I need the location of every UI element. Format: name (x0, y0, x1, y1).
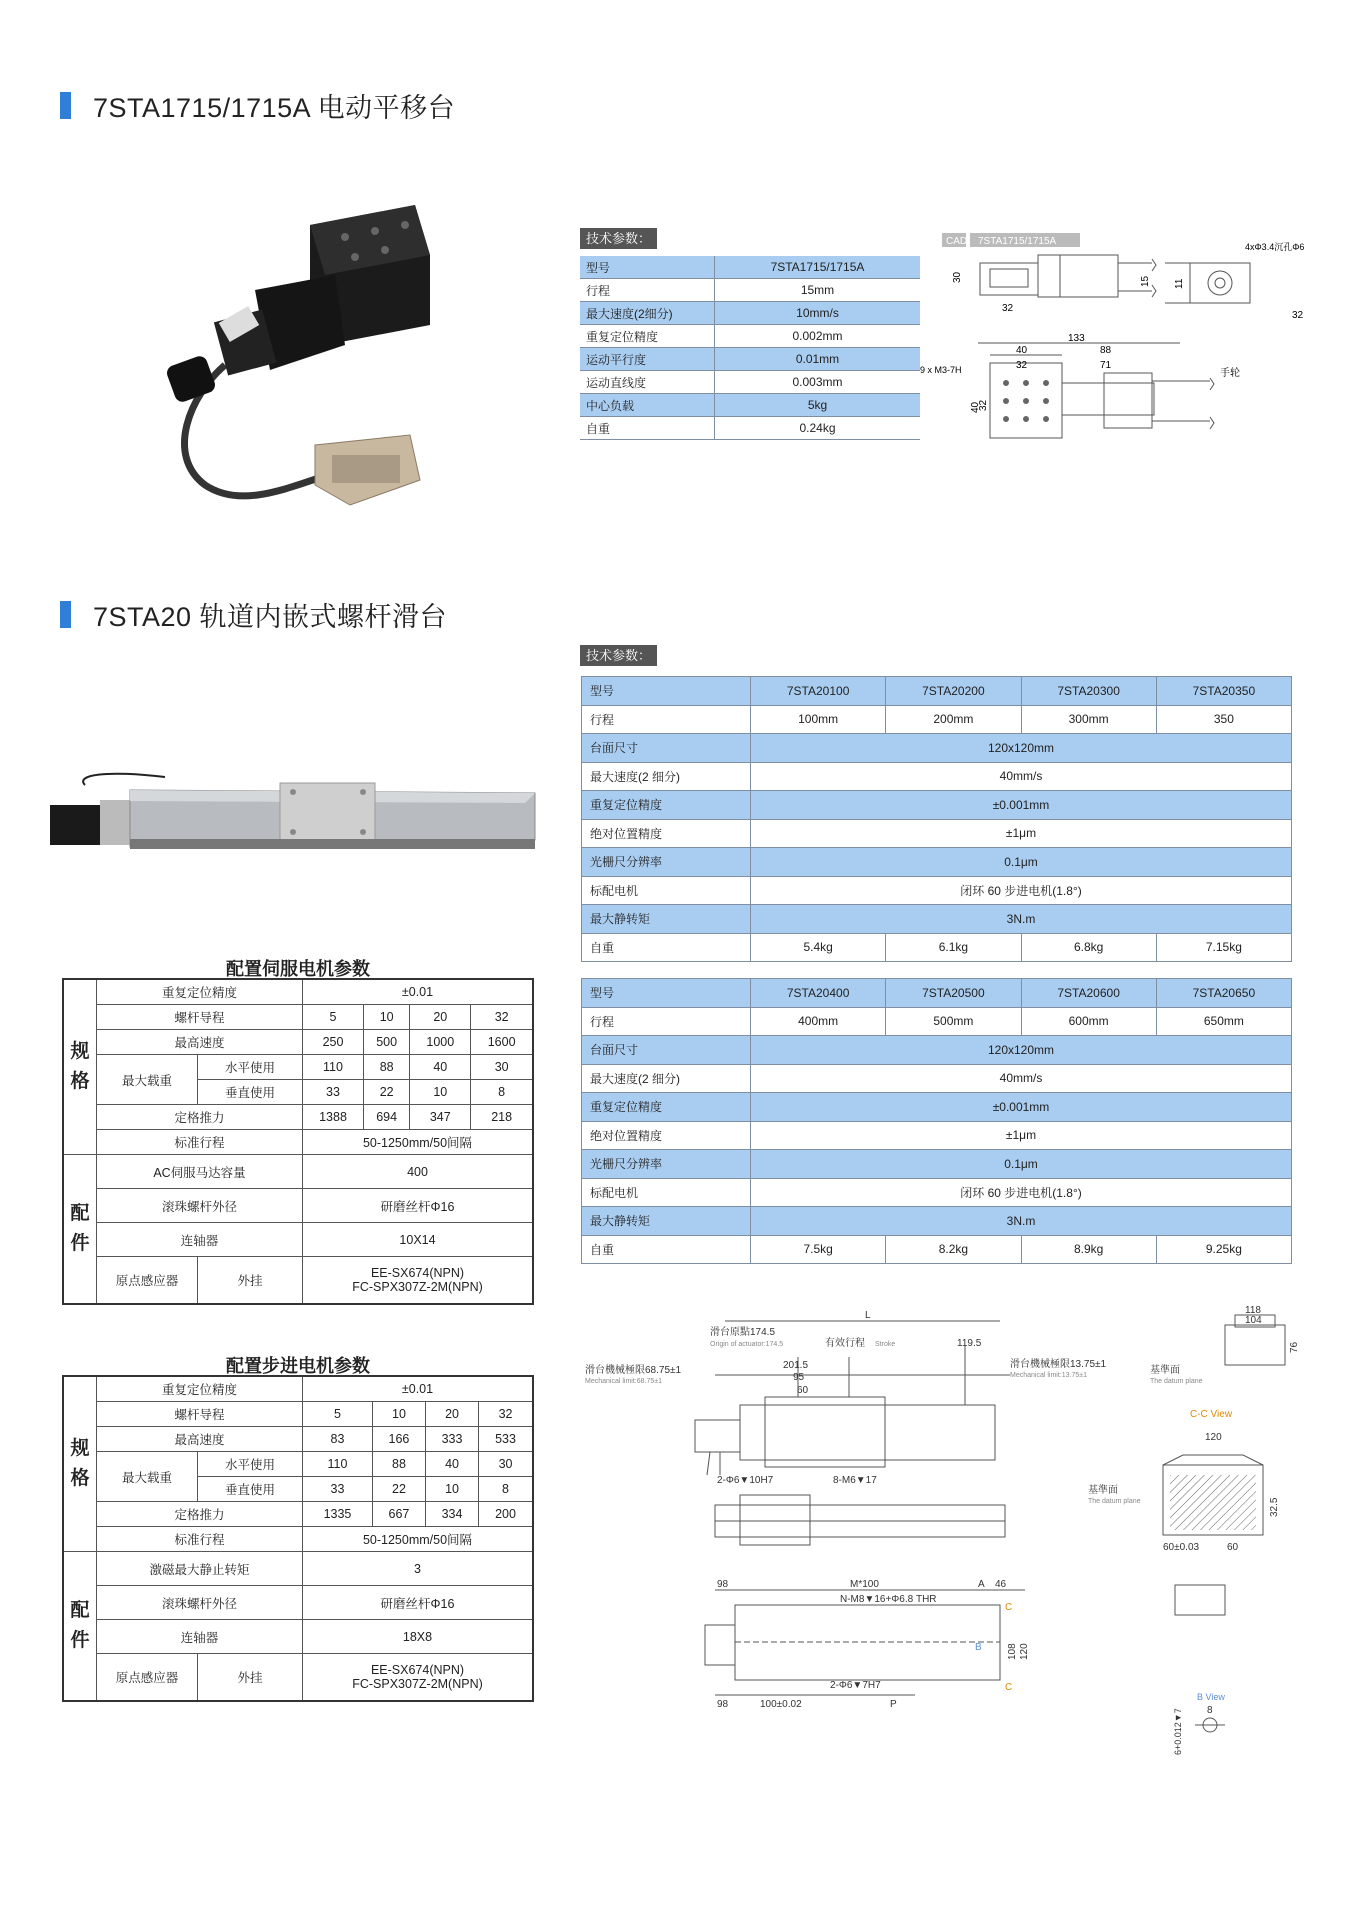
row-key: 定格推力 (97, 1502, 303, 1527)
spec-value: 5.4kg (751, 933, 886, 962)
table-row (580, 394, 920, 417)
dim-40: 40 (1016, 345, 1028, 356)
spec-value: 400mm (751, 1007, 886, 1036)
row-subkey: 水平使用 (198, 1055, 303, 1080)
section1-heading (60, 86, 455, 125)
row-value: 400 (303, 1155, 534, 1189)
cell: 334 (426, 1502, 479, 1527)
table-row (582, 1178, 1292, 1207)
cell: 10 (364, 1005, 410, 1030)
cc-section-hatch (1170, 1475, 1256, 1530)
table-row (63, 1654, 533, 1702)
spec-value: 8.9kg (1021, 1235, 1156, 1264)
table-row (582, 1121, 1292, 1150)
table-row (63, 1155, 533, 1189)
knob-label: 手轮 (1220, 368, 1240, 379)
group-spec (63, 1376, 97, 1552)
cell: 500 (364, 1030, 410, 1055)
spec-key: 绝对位置精度 (582, 819, 751, 848)
table-row (582, 1093, 1292, 1122)
dim-32-5: 32.5 (1269, 1497, 1280, 1517)
mech-limit-left: 滑台機械極限68.75±1 (585, 1365, 682, 1376)
row-key: 螺杆导程 (97, 1005, 303, 1030)
table-row (580, 279, 920, 302)
origin-label: 滑台原點174.5 (710, 1327, 776, 1338)
table-row (63, 1130, 533, 1155)
heading-marker (60, 92, 71, 119)
spec-key: 自重 (580, 417, 715, 440)
dim-15: 15 (1140, 275, 1151, 287)
b-view-label: B View (1197, 1692, 1225, 1702)
stroke-label-en: Stroke (875, 1341, 896, 1348)
row-key: 滚珠螺杆外径 (97, 1189, 303, 1223)
row-value: 50-1250mm/50间隔 (303, 1527, 534, 1552)
dim-119-5: 119.5 (957, 1338, 982, 1349)
cell: 33 (303, 1080, 364, 1105)
group-label: 配件 (70, 1203, 90, 1254)
row-key: 定格推力 (97, 1105, 303, 1130)
spec-key: 型号 (580, 256, 715, 279)
spec-value: 闭环 60 步进电机(1.8°) (751, 876, 1292, 905)
thread-note-m8: N-M8▼16+Φ6.8 THR (840, 1594, 937, 1605)
row-value: 研磨丝杆Φ16 (303, 1189, 534, 1223)
cell: 8 (479, 1477, 533, 1502)
dim-76: 76 (1289, 1341, 1300, 1353)
row-key: 最高速度 (97, 1427, 303, 1452)
cell: 8 (471, 1080, 533, 1105)
row-subkey: 垂直使用 (198, 1080, 303, 1105)
table-row (63, 1527, 533, 1552)
dim-30: 30 (952, 271, 963, 283)
section-c-top: C (1005, 1602, 1013, 1613)
spec-key: 型号 (582, 979, 751, 1008)
spec-value: 0.24kg (715, 417, 921, 440)
table-row (582, 933, 1292, 962)
origin-label-en: Origin of actuator:174.5 (710, 1341, 784, 1348)
spec-value: 8.2kg (886, 1235, 1021, 1264)
cell: 694 (364, 1105, 410, 1130)
spec-table-1715 (580, 256, 920, 440)
row-key: 最大载重 (97, 1055, 198, 1105)
spec-value: ±1μm (751, 819, 1292, 848)
spec-key: 绝对位置精度 (582, 1121, 751, 1150)
section-b: B (975, 1642, 982, 1653)
spec-key: 光栅尺分辨率 (582, 1150, 751, 1179)
model-cell: 7STA20300 (1021, 677, 1156, 706)
spec-value: 9.25kg (1156, 1235, 1291, 1264)
spec-value: ±1μm (751, 1121, 1292, 1150)
table-row (582, 1150, 1292, 1179)
cell: 88 (364, 1055, 410, 1080)
dim-m100: M*100 (850, 1579, 879, 1590)
spec-key: 重复定位精度 (580, 325, 715, 348)
spec-key: 行程 (582, 705, 751, 734)
table-row (582, 762, 1292, 791)
spec-key: 最大速度(2 细分) (582, 762, 751, 791)
table-row (582, 1007, 1292, 1036)
table-row (582, 1064, 1292, 1093)
cell: 30 (471, 1055, 533, 1080)
spec-table-7sta20-b (581, 978, 1292, 1264)
spec-value: 200mm (886, 705, 1021, 734)
spec-value: 闭环 60 步进电机(1.8°) (751, 1178, 1292, 1207)
cell: 30 (479, 1452, 533, 1477)
mech-limit-right: 滑台機械極限13.75±1 (1010, 1359, 1107, 1370)
table-row (580, 417, 920, 440)
spec-key: 自重 (582, 1235, 751, 1264)
spec-value: 7.5kg (751, 1235, 886, 1264)
spec-value: 350 (1156, 705, 1291, 734)
spec-value: 120x120mm (751, 734, 1292, 763)
cell: 1335 (303, 1502, 373, 1527)
spec-value: 0.002mm (715, 325, 921, 348)
cell: 218 (471, 1105, 533, 1130)
spec-value: 7.15kg (1156, 933, 1291, 962)
dim-46: 46 (995, 1579, 1007, 1590)
cell: 333 (426, 1427, 479, 1452)
group-label: 规格 (70, 1438, 90, 1489)
cell: 22 (372, 1477, 425, 1502)
datum-label-2: 基準面 (1088, 1485, 1118, 1496)
group-label: 规格 (70, 1041, 90, 1092)
spec-value: 5kg (715, 394, 921, 417)
spec-key: 行程 (582, 1007, 751, 1036)
cell: 10 (372, 1402, 425, 1427)
spec-key: 自重 (582, 933, 751, 962)
cell: 200 (479, 1502, 533, 1527)
section-c-bottom: C (1005, 1682, 1013, 1693)
section2-heading (60, 595, 447, 634)
row-key: 连轴器 (97, 1620, 303, 1654)
dim-118: 118 (1245, 1305, 1261, 1316)
table-row (63, 1257, 533, 1305)
table-row (580, 302, 920, 325)
table-row (582, 1235, 1292, 1264)
cad-tag: CAD (946, 236, 968, 247)
row-value: 18X8 (303, 1620, 534, 1654)
sensor-model-1: EE-SX674(NPN) (370, 1266, 465, 1280)
spec-value: 100mm (751, 705, 886, 734)
table-row (580, 371, 920, 394)
holes-note-1: 2-Φ6▼10H7 (717, 1475, 774, 1486)
model-cell: 7STA20100 (751, 677, 886, 706)
cad-drawing-1715 (920, 233, 1340, 453)
row-key: 激磁最大静止转矩 (97, 1552, 303, 1586)
dim-11: 11 (1174, 278, 1185, 289)
mech-limit-left-en: Mechanical limit:68.75±1 (585, 1378, 662, 1385)
spec-value: 300mm (1021, 705, 1156, 734)
mech-limit-right-en: Mechanical limit:13.75±1 (1010, 1372, 1087, 1379)
cell: 10 (426, 1477, 479, 1502)
cell: 88 (372, 1452, 425, 1477)
dim-60: 60 (797, 1385, 809, 1396)
cad-model: 7STA1715/1715A (978, 236, 1057, 247)
spec-value: 650mm (1156, 1007, 1291, 1036)
table-row (63, 1189, 533, 1223)
cell: 40 (410, 1055, 471, 1080)
row-key: 原点感应器 (97, 1257, 198, 1305)
cell: 347 (410, 1105, 471, 1130)
table-row (580, 348, 920, 371)
table-row (582, 979, 1292, 1008)
model-cell: 7STA20650 (1156, 979, 1291, 1008)
cell: 667 (372, 1502, 425, 1527)
dim-P: P (890, 1699, 897, 1710)
hole-note: 4xΦ3.4沉孔Φ6 (1245, 242, 1305, 252)
group-accessory (63, 1552, 97, 1702)
table-row (63, 1402, 533, 1427)
model-cell: 7STA20400 (751, 979, 886, 1008)
spec-key: 最大速度(2 细分) (582, 1064, 751, 1093)
spec-value: 0.003mm (715, 371, 921, 394)
spec-key: 运动直线度 (580, 371, 715, 394)
spec-key: 最大静转矩 (582, 1207, 751, 1236)
table-row (63, 1620, 533, 1654)
row-value: 研磨丝杆Φ16 (303, 1586, 534, 1620)
table-row (582, 705, 1292, 734)
spec-value: 6.1kg (886, 933, 1021, 962)
group-label: 配件 (70, 1600, 90, 1651)
cell: 20 (410, 1005, 471, 1030)
table-row (582, 819, 1292, 848)
row-key: 螺杆导程 (97, 1402, 303, 1427)
servo-config-table (62, 978, 534, 1305)
row-key: 原点感应器 (97, 1654, 198, 1702)
group-accessory (63, 1155, 97, 1305)
spec-value: 600mm (1021, 1007, 1156, 1036)
row-value: ±0.01 (303, 1376, 534, 1402)
dim-98: 98 (717, 1579, 729, 1590)
cell: 10 (410, 1080, 471, 1105)
cell: 166 (372, 1427, 425, 1452)
model-cell: 7STA20350 (1156, 677, 1291, 706)
slide-product-photo (45, 765, 545, 865)
servo-config-title: 配置伺服电机参数 (226, 959, 370, 979)
thread-note: 9 x M3-7H (920, 365, 962, 375)
table-row (63, 1586, 533, 1620)
spec-value: 0.1μm (751, 1150, 1292, 1179)
spec-key: 标配电机 (582, 1178, 751, 1207)
spec-value: ±0.001mm (751, 1093, 1292, 1122)
spec-value: 120x120mm (751, 1036, 1292, 1065)
spec-value: 6.8kg (1021, 933, 1156, 962)
spec-key: 运动平行度 (580, 348, 715, 371)
datum-label-en: The datum plane (1150, 1378, 1203, 1385)
model-cell: 7STA20200 (886, 677, 1021, 706)
spec-tag-1: 技术参数： (580, 228, 657, 249)
cell: 83 (303, 1427, 373, 1452)
section2-title: 7STA20 轨道内嵌式螺杆滑台 (93, 602, 448, 632)
spec-key: 中心负载 (580, 394, 715, 417)
table-row (63, 1376, 533, 1402)
cell: 33 (303, 1477, 373, 1502)
spec-value: 15mm (715, 279, 921, 302)
group-spec (63, 979, 97, 1155)
row-key: 连轴器 (97, 1223, 303, 1257)
row-value: 50-1250mm/50间隔 (303, 1130, 534, 1155)
dim-A: A (978, 1579, 985, 1590)
table-row (63, 1223, 533, 1257)
table-row (63, 1105, 533, 1130)
spec-key: 台面尺寸 (582, 734, 751, 763)
spec-value: 3N.m (751, 1207, 1292, 1236)
row-key: 重复定位精度 (97, 979, 303, 1005)
spec-value: 0.1μm (751, 848, 1292, 877)
dim-133: 133 (1068, 333, 1085, 344)
spec-key: 型号 (582, 677, 751, 706)
datum-label-2-en: The datum plane (1088, 1498, 1141, 1505)
cell: 32 (479, 1402, 533, 1427)
row-value: 10X14 (303, 1223, 534, 1257)
cell: 110 (303, 1452, 373, 1477)
spec-key: 光栅尺分辨率 (582, 848, 751, 877)
table-row (582, 677, 1292, 706)
table-row (582, 734, 1292, 763)
model-cell: 7STA20500 (886, 979, 1021, 1008)
cell: 20 (426, 1402, 479, 1427)
cell: 1000 (410, 1030, 471, 1055)
cell: 1388 (303, 1105, 364, 1130)
dim-120: 120 (1205, 1432, 1222, 1443)
dim-40v: 40 (970, 401, 981, 413)
row-key: 重复定位精度 (97, 1376, 303, 1402)
cell: 5 (303, 1005, 364, 1030)
table-row (63, 1502, 533, 1527)
datum-label: 基準面 (1150, 1365, 1180, 1376)
cell: 32 (471, 1005, 533, 1030)
stepper-config-title: 配置步进电机参数 (226, 1356, 370, 1376)
spec-key: 行程 (580, 279, 715, 302)
spec-value: ±0.001mm (751, 791, 1292, 820)
spec-value: 3N.m (751, 905, 1292, 934)
holes-note-2: 8-M6▼17 (833, 1475, 877, 1486)
sensor-model-2: FC-SPX307Z-2M(NPN) (352, 1677, 483, 1691)
model-cell: 7STA20600 (1021, 979, 1156, 1008)
dim-32c: 32 (1016, 360, 1028, 371)
spec-value: 40mm/s (751, 762, 1292, 791)
spec-key: 最大静转矩 (582, 905, 751, 934)
table-row (63, 1452, 533, 1477)
stroke-label: 有效行程 (825, 1338, 865, 1349)
section1-title: 7STA1715/1715A 电动平移台 (93, 93, 456, 123)
spec-key: 最大速度(2细分) (580, 302, 715, 325)
row-key: 最高速度 (97, 1030, 303, 1055)
cell: 40 (426, 1452, 479, 1477)
table-row (582, 791, 1292, 820)
table-row (580, 325, 920, 348)
spec-key: 台面尺寸 (582, 1036, 751, 1065)
spec-value: 7STA1715/1715A (715, 256, 921, 279)
sensor-model-1: EE-SX674(NPN) (370, 1663, 465, 1677)
table-row (63, 1427, 533, 1452)
table-row (63, 1030, 533, 1055)
table-row (63, 1005, 533, 1030)
dim-60-tol: 60±0.03 (1163, 1542, 1200, 1553)
dim-8: 8 (1207, 1705, 1213, 1716)
row-subkey: 水平使用 (198, 1452, 303, 1477)
heading-marker (60, 601, 71, 628)
spec-table-7sta20-a (581, 676, 1292, 962)
dim-32v: 32 (978, 399, 989, 411)
dim-60c: 60 (1227, 1542, 1239, 1553)
dim-95: 95 (793, 1372, 805, 1383)
table-row (582, 1036, 1292, 1065)
row-value (303, 1654, 534, 1702)
row-key: 标准行程 (97, 1130, 303, 1155)
row-subkey: 外挂 (198, 1654, 303, 1702)
spec-value: 10mm/s (715, 302, 921, 325)
cell: 110 (303, 1055, 364, 1080)
table-row (580, 256, 920, 279)
stepper-config-table (62, 1375, 534, 1702)
row-value (303, 1257, 534, 1305)
dim-L: L (865, 1310, 871, 1321)
stage-product-photo (110, 195, 450, 525)
row-subkey: 垂直使用 (198, 1477, 303, 1502)
spec-value: 500mm (886, 1007, 1021, 1036)
dim-108: 108 (1007, 1643, 1018, 1660)
spec-key: 重复定位精度 (582, 791, 751, 820)
row-key: 标准行程 (97, 1527, 303, 1552)
row-value: ±0.01 (303, 979, 534, 1005)
spec-key: 标配电机 (582, 876, 751, 905)
cell: 22 (364, 1080, 410, 1105)
table-row (582, 848, 1292, 877)
table-row (582, 1207, 1292, 1236)
dim-71: 71 (1100, 360, 1112, 371)
row-value: 3 (303, 1552, 534, 1586)
dim-104: 104 (1245, 1315, 1262, 1326)
table-row (63, 1055, 533, 1080)
spec-value: 40mm/s (751, 1064, 1292, 1093)
cell: 5 (303, 1402, 373, 1427)
dim-32: 32 (1002, 303, 1014, 314)
cell: 250 (303, 1030, 364, 1055)
dim-6-tol: 6+0.012▼7 (1173, 1708, 1183, 1755)
row-key: 最大载重 (97, 1452, 198, 1502)
slide-technical-drawing (585, 1305, 1355, 1765)
row-subkey: 外挂 (198, 1257, 303, 1305)
spec-tag-2: 技术参数： (580, 645, 657, 666)
holes-note-3: 2-Φ6▼7H7 (830, 1680, 881, 1691)
spec-key: 重复定位精度 (582, 1093, 751, 1122)
spec-value: 0.01mm (715, 348, 921, 371)
table-row (582, 876, 1292, 905)
table-row (63, 1552, 533, 1586)
table-row (63, 979, 533, 1005)
cc-view-label: C-C View (1190, 1409, 1233, 1420)
dim-88: 88 (1100, 345, 1112, 356)
row-key: 滚珠螺杆外径 (97, 1586, 303, 1620)
dim-120v: 120 (1019, 1643, 1030, 1660)
cell: 533 (479, 1427, 533, 1452)
table-row (582, 905, 1292, 934)
sensor-model-2: FC-SPX307Z-2M(NPN) (352, 1280, 483, 1294)
cell: 1600 (471, 1030, 533, 1055)
row-key: AC伺服马达容量 (97, 1155, 303, 1189)
dim-98b: 98 (717, 1699, 729, 1710)
dim-32b: 32 (1292, 310, 1304, 321)
dim-201-5: 201.5 (783, 1360, 809, 1371)
dim-100: 100±0.02 (760, 1699, 802, 1710)
